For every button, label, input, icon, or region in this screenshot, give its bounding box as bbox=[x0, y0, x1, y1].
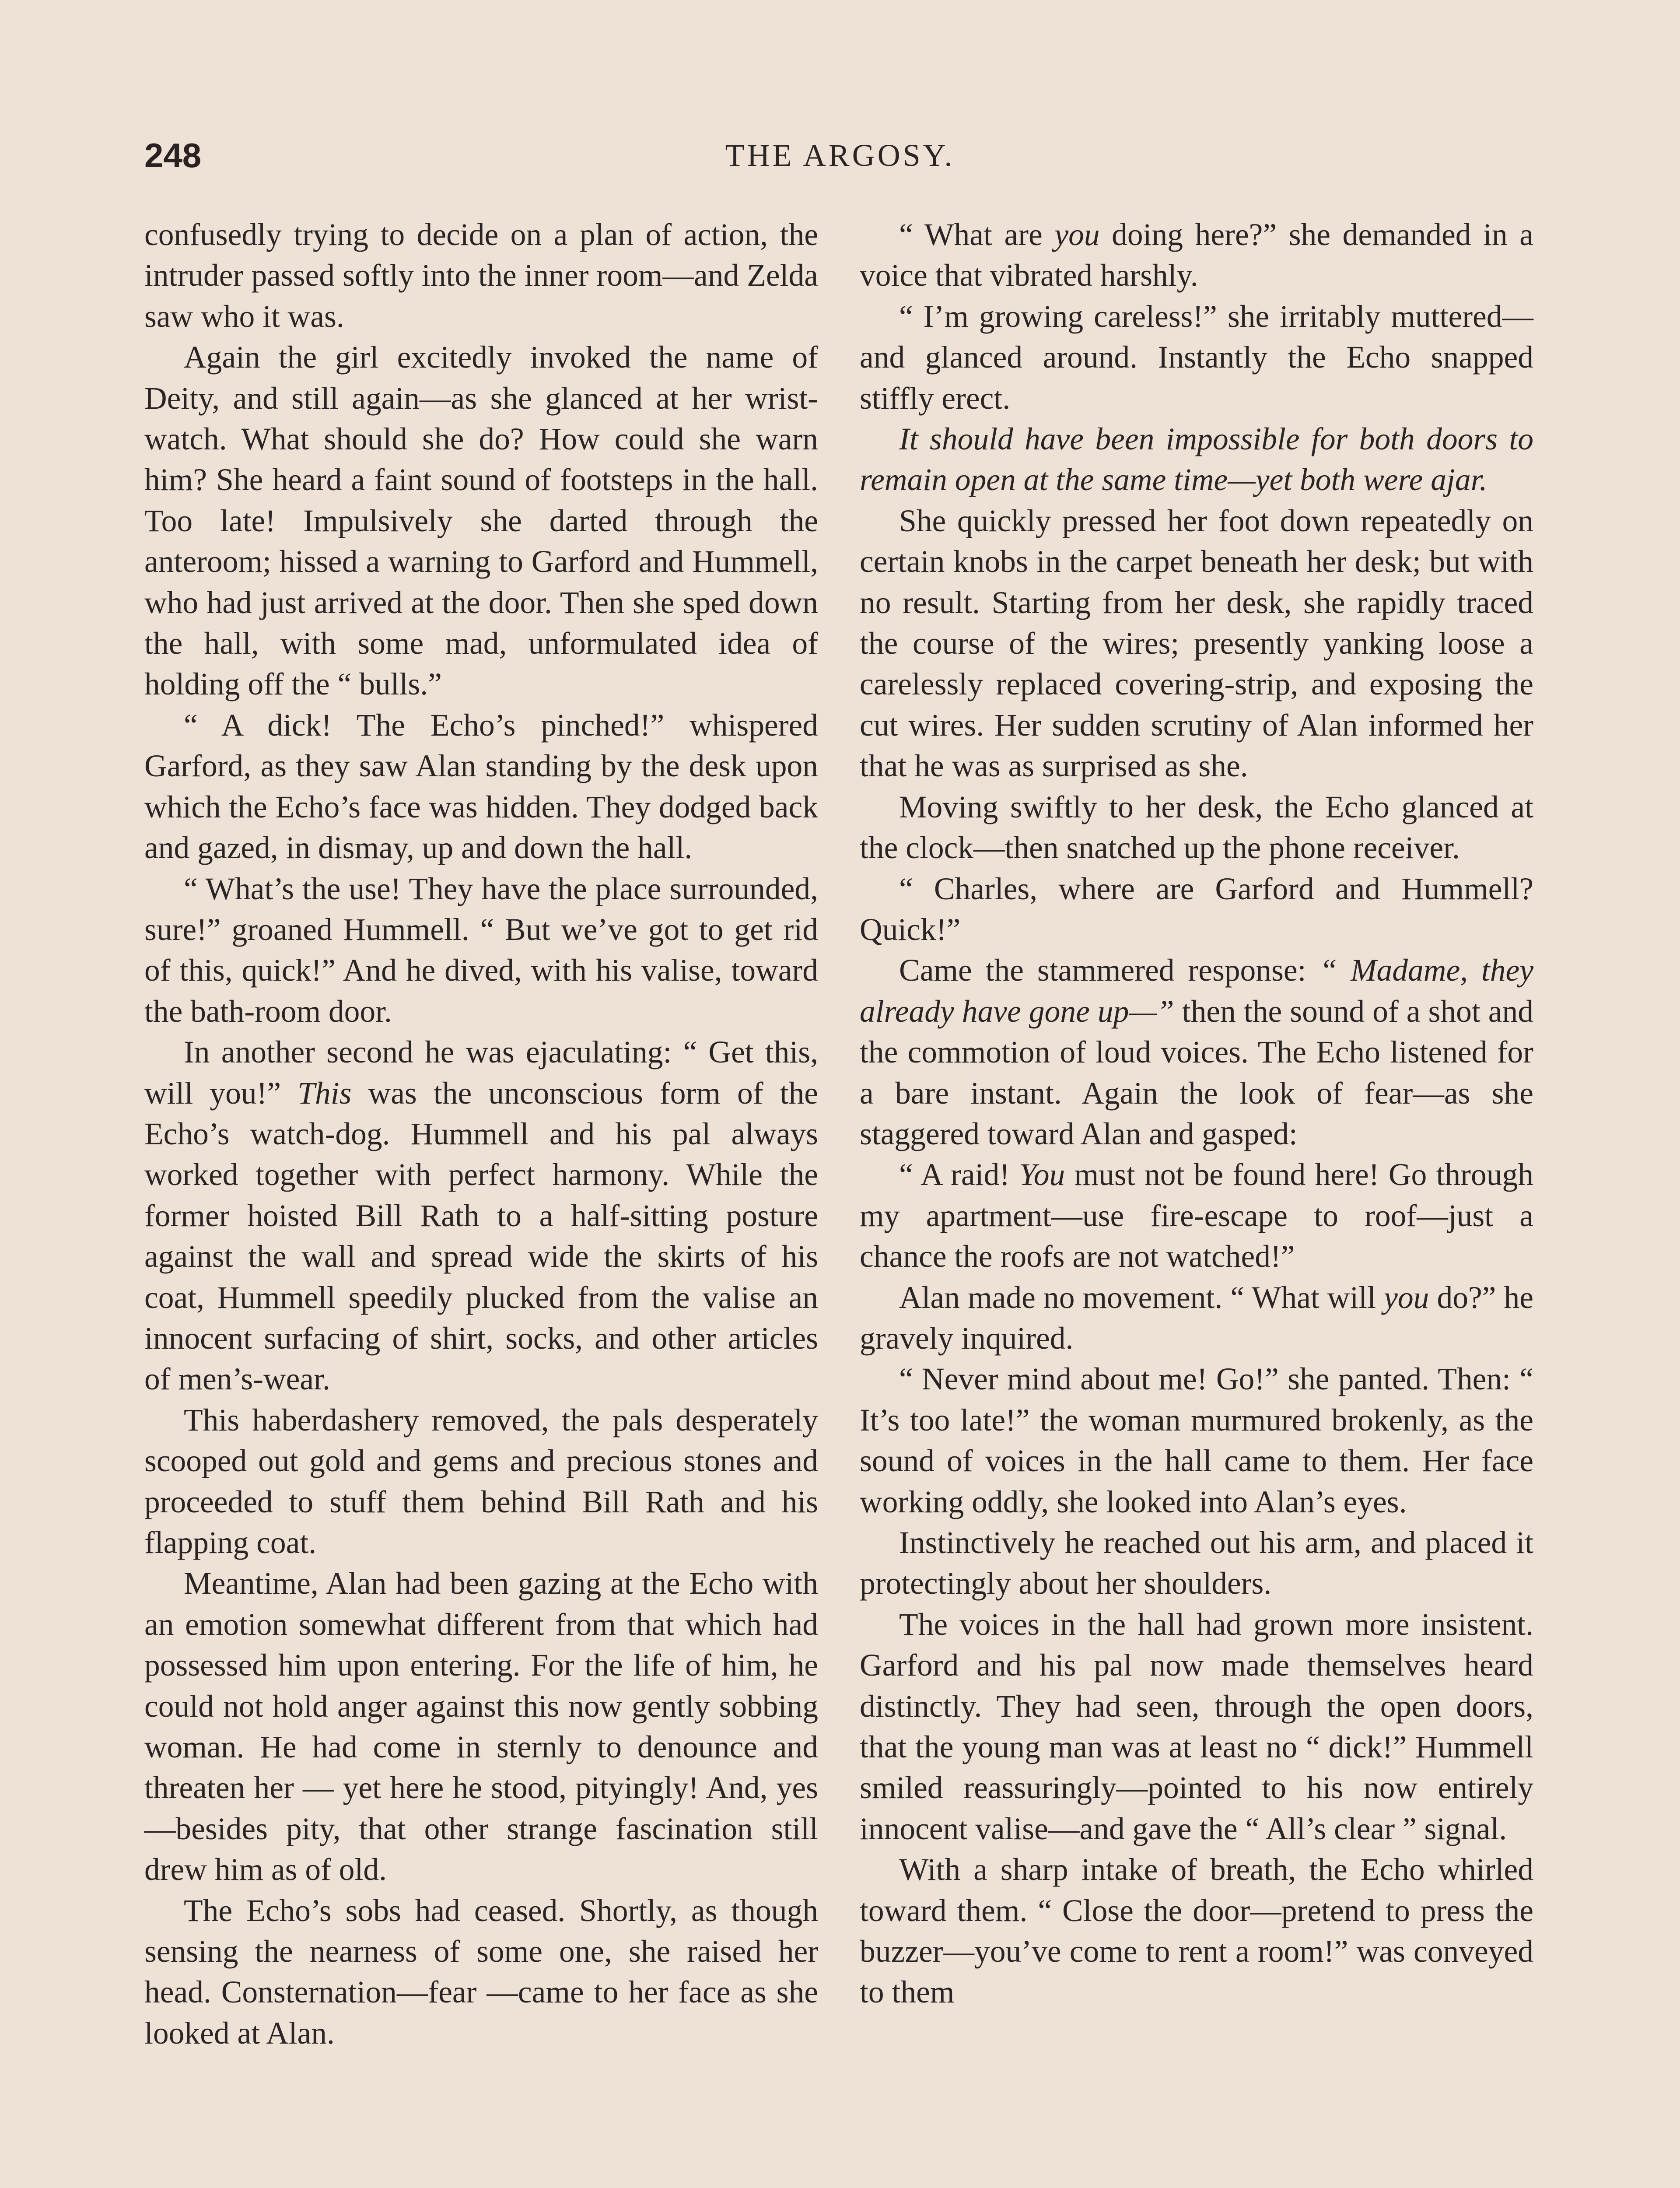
paragraph: Again the girl excitedly invoked the name of Deity, and still again—as she glanced at her wrist-watch. What should she do? How could she warn him? She heard a faint sound of footsteps in the hall. Too late! Impulsively she darted through the anteroom; hissed a warning to Garford and Hummell, who had just arrived at the door. Then she sped down the hall, with some mad, unformulated idea of holding off the “ bulls.” bbox=[144, 340, 818, 702]
text-run: must not be found here! Go through my apartment—use fire-escape to roof—just a chance the roofs are not watched!” bbox=[860, 1157, 1533, 1274]
paragraph: She quickly pressed her foot down repeatedly on certain knobs in the carpet beneath her desk; but with no result. Starting from her desk, she rapidly traced the course of the wires; presently yanking loose a carelessly replaced covering-strip, and exposing the cut wires. Her sudden scrutiny of Alan informed her that he was as surprised as she. bbox=[860, 503, 1533, 784]
text-run: “ What are bbox=[899, 217, 1055, 252]
running-title: THE ARGOSY. bbox=[725, 138, 955, 173]
italic-paragraph: It should have been impossible for both doors to remain open at the same time—yet both were ajar. bbox=[860, 422, 1533, 498]
right-column bbox=[860, 214, 1533, 2013]
paragraph bbox=[860, 214, 1533, 296]
page-header bbox=[144, 131, 1536, 179]
text-run: Came the stammered response: bbox=[899, 953, 1320, 988]
paragraph: “ A dick! The Echo’s pinched!” whispered Garford, as they saw Alan standing by the desk upon which the Echo’s face was hidden. They dodged back and gazed, in dismay, up and down the hall. bbox=[144, 708, 818, 866]
paragraph: “ What’s the use! They have the place surrounded, sure!” groaned Hummell. “ But we’ve got to get rid of this, quick!” And he dived, with his valise, toward the bath-room door. bbox=[144, 871, 818, 1029]
paragraph: The voices in the hall had grown more insistent. Garford and his pal now made themselves heard distinctly. They had seen, through the open doors, that the young man was at least no “ dick!” Hummell smiled reassuringly—pointed to his now entirely innocent valise—and gave the “ All’s clear ” signal. bbox=[860, 1607, 1533, 1846]
text-run: In another second he was ejaculating: “ Get this, will you!” bbox=[144, 1035, 818, 1111]
text-run: doing here?” she demanded in a voice that vibrated harshly. bbox=[860, 217, 1533, 293]
paragraph: Instinctively he reached out his arm, and placed it protectingly about her shoulders. bbox=[860, 1525, 1533, 1601]
text-run: was the unconscious form of the Echo’s watch-dog. Hummell and his pal always worked together with perfect harmony. While the former hoisted Bill Rath to a half-sitting posture against the wall and spread wide the skirts of his coat, Hummell speedily plucked from the valise an innocent surfacing of shirt, socks, and other articles of men’s-wear. bbox=[144, 1076, 818, 1397]
paragraph: “ Charles, where are Garford and Hummell? Quick!” bbox=[860, 871, 1533, 947]
text-run: then the sound of a shot and the commotion of loud voices. The Echo listened for a bare instant. Again the look of fear—as she staggered toward Alan and gasped: bbox=[860, 994, 1533, 1151]
left-column bbox=[144, 214, 818, 2054]
paragraph bbox=[144, 1032, 818, 1400]
paragraph: “ I’m growing careless!” she irritably muttered—and glanced around. Instantly the Echo snapped stiffly erect. bbox=[860, 299, 1533, 416]
italic-text: This bbox=[298, 1076, 352, 1111]
text-run: “ A raid! bbox=[899, 1157, 1019, 1192]
paragraph bbox=[860, 950, 1533, 1154]
text-run: do?” he gravely inquired. bbox=[860, 1280, 1533, 1356]
paragraph: With a sharp intake of breath, the Echo whirled toward them. “ Close the door—pretend to press the buzzer—you’ve come to rent a room!” was conveyed to them bbox=[860, 1852, 1533, 2010]
text-run: Alan made no movement. “ What will bbox=[899, 1280, 1384, 1315]
paragraph: Meantime, Alan had been gazing at the Echo with an emotion somewhat different from that which had possessed him upon entering. For the life of him, he could not hold anger against this now gently sobbing woman. He had come in sternly to denounce and threaten her — yet here he stood, pityingly! And, yes—besides pity, that other strange fascination still drew him as of old. bbox=[144, 1566, 818, 1887]
italic-text: you bbox=[1384, 1280, 1429, 1315]
paragraph bbox=[860, 1277, 1533, 1359]
paragraph: Moving swiftly to her desk, the Echo glanced at the clock—then snatched up the phone receiver. bbox=[860, 789, 1533, 866]
italic-text: you bbox=[1054, 217, 1100, 252]
paragraph: confusedly trying to decide on a plan of action, the intruder passed softly into the inner room—and Zelda saw who it was. bbox=[144, 217, 818, 334]
paragraph: This haberdashery removed, the pals desperately scooped out gold and gems and precious stones and proceeded to stuff them behind Bill Rath and his flapping coat. bbox=[144, 1403, 818, 1560]
italic-text: You bbox=[1019, 1157, 1065, 1192]
paragraph bbox=[860, 1154, 1533, 1277]
paragraph: The Echo’s sobs had ceased. Shortly, as though sensing the nearness of some one, she raised her head. Consternation—fear —came to her face as she looked at Alan. bbox=[144, 1893, 818, 2051]
italic-text: “ Madame, they already have gone up—” bbox=[860, 953, 1534, 1029]
paragraph: “ Never mind about me! Go!” she panted. Then: “ It’s too late!” the woman murmured brokenly, as the sound of voices in the hall came to them. Her face working oddly, she looked into Alan’s eyes. bbox=[860, 1362, 1533, 1519]
page-number: 248 bbox=[144, 136, 202, 175]
